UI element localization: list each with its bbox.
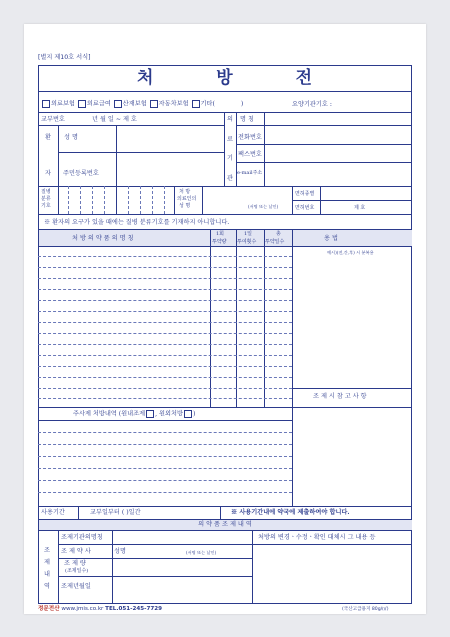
title-char: 전: [295, 68, 313, 88]
use-period-value: 교부일부터 ( )일간: [90, 509, 141, 516]
times-header: 투여횟수: [237, 239, 257, 245]
dose-header: 1회: [216, 231, 225, 237]
institution-side-label: 관: [227, 175, 233, 182]
institution-fax-label: 팩스번호: [238, 151, 262, 158]
patient-side-label: 자: [45, 170, 51, 177]
change-note: 처방의 변경ㆍ수정ㆍ확인 대체시 그 내용 등: [258, 534, 376, 541]
institution-side-label: 의: [227, 116, 233, 123]
insurance-type-label: 의료보험: [51, 100, 75, 108]
institution-phone-label: 전화번호: [238, 134, 262, 141]
insurance-checkbox[interactable]: [78, 100, 86, 108]
injection-label-text: 주사제 처방내역 (원내조제: [73, 410, 146, 418]
use-period-label: 사용기간: [41, 509, 65, 516]
dispense-institution-label: 조제기관의명칭: [61, 534, 103, 541]
title-char: 방: [216, 68, 234, 88]
insurance-type-label: 산재보험: [122, 100, 147, 108]
dispense-side-label: 내: [44, 571, 50, 578]
insurance-type-label: 자동차보험: [158, 100, 189, 108]
dispense-reference-label: 조 제 시 참 고 사 항: [313, 393, 367, 400]
footer-left: [38, 606, 162, 613]
footer-tel: TEL.051-245-7729: [105, 606, 163, 612]
injection-mid-text: , 원외처방: [155, 410, 183, 418]
doctor-label: 성 명: [179, 203, 191, 209]
patient-side-label: 환: [45, 134, 51, 141]
institution-code-label: 요양기관기호 :: [292, 101, 332, 108]
disease-notice: ※ 환자의 요구가 있을 때에는 질병 분류기호를 기재하지 아니합니다.: [44, 219, 230, 226]
days-header: 투약일수: [265, 239, 285, 245]
usage-note: 예시)(전,간,후) 시 분복용: [327, 250, 374, 255]
dispense-date-label: 조제년월일: [61, 583, 91, 590]
page-title: [38, 67, 412, 89]
dispense-side-label: 역: [44, 583, 50, 590]
footer-paper: (국산고급용지 80g/㎡): [342, 607, 389, 612]
outside-checkbox[interactable]: [184, 410, 192, 418]
insurance-checkbox[interactable]: [150, 100, 158, 108]
dispense-side-label: 조: [44, 547, 50, 554]
dose-header: 투약량: [212, 239, 227, 245]
times-header: 1일: [244, 231, 253, 237]
issue-date-label: 년 월 일 ~ 제 호: [92, 116, 137, 123]
institution-name-label: 명 칭: [240, 116, 254, 123]
pharmacist-name-label: 성명: [114, 548, 126, 555]
dispense-section-title: 의 약 품 조 제 내 역: [198, 521, 252, 528]
dispense-side-label: 제: [44, 559, 50, 566]
insurance-types: [41, 100, 243, 109]
submit-notice: ※ 사용기간내에 약국에 제출하여야 합니다.: [231, 509, 350, 516]
disease-code-label: 질병: [41, 189, 51, 195]
license-no-label: 면허번호: [295, 205, 315, 211]
title-char: 처: [137, 68, 155, 88]
license-no-value: 제 호: [354, 205, 366, 211]
insurance-checkbox[interactable]: [42, 100, 50, 108]
insurance-type-label: 기타(: [200, 100, 215, 108]
signature-note: (서명 또는 날인): [248, 204, 279, 209]
usage-header: 용 법: [324, 235, 338, 242]
pharmacist-signature-note: (서명 또는 날인): [186, 550, 217, 555]
license-type-label: 면허종별: [295, 191, 315, 197]
other-close: ): [240, 100, 244, 108]
insurance-checkbox[interactable]: [114, 100, 122, 108]
in-house-checkbox[interactable]: [146, 410, 154, 418]
patient-name-label: 성 명: [64, 134, 78, 141]
patient-id-label: 주민등록번호: [63, 170, 99, 177]
drug-name-header: 처 방 의 약 품 의 명 칭: [72, 235, 134, 242]
dispense-amount-sub: (조제일수): [65, 568, 89, 574]
dispense-amount-label: 조 제 량: [64, 560, 86, 567]
pharmacist-label: 조 제 약 사: [61, 548, 91, 555]
footer-brand: 정문전산: [38, 606, 60, 612]
injection-end-text: ): [192, 410, 196, 418]
institution-side-label: 료: [227, 136, 233, 143]
disease-code-label: 기호: [41, 203, 51, 209]
insurance-checkbox[interactable]: [192, 100, 200, 108]
institution-side-label: 기: [227, 155, 233, 162]
doctor-label: 의료인의: [177, 196, 197, 202]
form-label: [별지 제10호 서식]: [38, 54, 91, 61]
issue-no-label: 교부번호: [41, 116, 65, 123]
footer-site: www.jmis.co.kr: [61, 606, 104, 612]
days-header: 총: [276, 231, 281, 237]
institution-email-label: e-mail주소: [237, 170, 263, 176]
prescription-sheet: [24, 24, 426, 614]
disease-code-label: 분류: [41, 196, 51, 202]
insurance-type-label: 의료급여: [86, 100, 111, 108]
injection-label: [73, 410, 195, 419]
doctor-label: 처 방: [179, 189, 191, 195]
